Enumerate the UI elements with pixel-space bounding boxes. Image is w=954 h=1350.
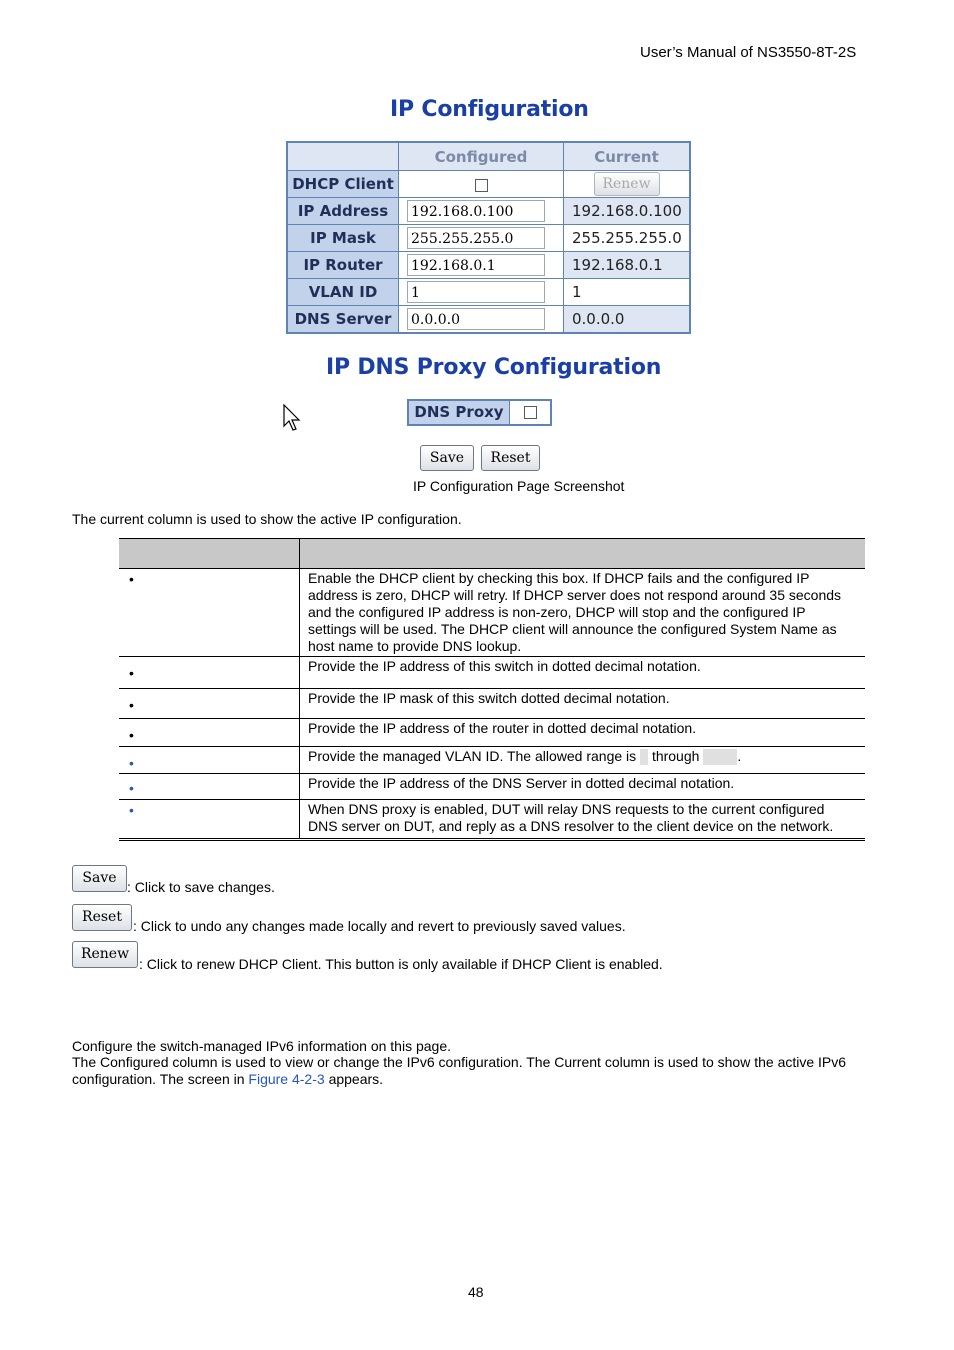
- ipv6-line-1: Configure the switch-managed IPv6 information on this page.: [72, 1038, 451, 1054]
- mouse-pointer-icon: [283, 404, 301, 432]
- renew-button-legend[interactable]: Renew: [72, 941, 138, 968]
- range-max-placeholder: [703, 749, 737, 765]
- ip-router-label: IP Router: [287, 252, 399, 279]
- bullet: •: [129, 780, 134, 796]
- ip-config-title: IP Configuration: [390, 97, 589, 122]
- dhcp-client-checkbox[interactable]: [475, 179, 488, 192]
- dns-proxy-box: [407, 399, 552, 426]
- ip-address-current: 192.168.0.100: [564, 198, 691, 225]
- save-button[interactable]: Save: [420, 445, 474, 471]
- vlan-desc-c: .: [737, 748, 742, 764]
- bullet: •: [129, 755, 134, 771]
- desc-ip-address: Provide the IP address of this switch in dotted decimal notation.: [300, 657, 866, 689]
- bullet: •: [129, 697, 134, 713]
- dns-proxy-title: IP DNS Proxy Configuration: [326, 355, 662, 380]
- save-button-legend[interactable]: Save: [72, 865, 127, 892]
- desc-dns-proxy: When DNS proxy is enabled, DUT will relay DNS requests to the current configured DNS server on DUT, and reply as a DNS resolver to the client device on the network.: [300, 800, 866, 840]
- bullet: •: [129, 727, 134, 743]
- dns-proxy-checkbox[interactable]: [524, 406, 537, 419]
- dns-server-label: DNS Server: [287, 306, 399, 334]
- intro-text: The current column is used to show the active IP configuration.: [72, 511, 462, 527]
- desc-dns-server: Provide the IP address of the DNS Server in dotted decimal notation.: [300, 774, 866, 800]
- ipv6-line-3-a: configuration. The screen in: [72, 1071, 245, 1087]
- range-min-placeholder: [640, 749, 648, 765]
- corner-header: [287, 142, 399, 171]
- reset-description: : Click to undo any changes made locally and revert to previously saved values.: [133, 918, 626, 934]
- ipv6-line-3-b: appears.: [328, 1071, 384, 1087]
- description-header: [300, 539, 866, 569]
- description-table: [119, 538, 865, 841]
- figure-link[interactable]: Figure 4-2-3: [248, 1071, 325, 1087]
- configured-header: Configured: [399, 142, 564, 171]
- bullet: •: [129, 802, 134, 818]
- ip-config-table: [286, 141, 691, 334]
- ip-router-input[interactable]: 192.168.0.1: [407, 254, 545, 276]
- page-number: 48: [468, 1284, 484, 1300]
- ip-router-current: 192.168.0.1: [564, 252, 691, 279]
- dns-server-current: 0.0.0.0: [564, 306, 691, 334]
- reset-button-legend[interactable]: Reset: [72, 904, 132, 931]
- dhcp-client-label: DHCP Client: [287, 171, 399, 198]
- bullet: •: [129, 665, 134, 681]
- dns-proxy-label: DNS Proxy: [409, 401, 510, 424]
- desc-dhcp-client: Enable the DHCP client by checking this box. If DHCP fails and the configured IP address is zero, DHCP will retry. If DHCP server does not respond around 35 seconds and the configured IP address is non-zero, DHCP will stop and the configured IP settings will be used. The DHCP client will announce the configured System Name as host name to provide DNS lookup.: [300, 569, 866, 657]
- dns-server-input[interactable]: 0.0.0.0: [407, 308, 545, 330]
- vlan-id-input[interactable]: 1: [407, 281, 545, 303]
- vlan-desc-a: Provide the managed VLAN ID. The allowed range is: [308, 748, 637, 764]
- reset-button[interactable]: Reset: [481, 445, 540, 471]
- ip-address-input[interactable]: 192.168.0.100: [407, 200, 545, 222]
- desc-vlan-id: [300, 747, 866, 774]
- ip-mask-input[interactable]: 255.255.255.0: [407, 227, 545, 249]
- figure-caption: IP Configuration Page Screenshot: [413, 478, 625, 494]
- ip-mask-label: IP Mask: [287, 225, 399, 252]
- desc-ip-mask: Provide the IP mask of this switch dotted decimal notation.: [300, 689, 866, 719]
- page-header: User’s Manual of NS3550-8T-2S: [640, 44, 857, 61]
- renew-button[interactable]: Renew: [594, 172, 660, 196]
- bullet: •: [129, 571, 134, 587]
- vlan-id-label: VLAN ID: [287, 279, 399, 306]
- ipv6-line-2: The Configured column is used to view or change the IPv6 configuration. The Current column is used to show the active IPv6: [72, 1054, 847, 1070]
- current-header: Current: [564, 142, 691, 171]
- vlan-id-current: 1: [564, 279, 691, 306]
- renew-description: : Click to renew DHCP Client. This button is only available if DHCP Client is enabled.: [139, 956, 663, 972]
- ip-mask-current: 255.255.255.0: [564, 225, 691, 252]
- object-header: [119, 539, 300, 569]
- ipv6-line-3: [72, 1071, 383, 1087]
- vlan-desc-b: through: [651, 748, 700, 764]
- save-description: : Click to save changes.: [127, 879, 275, 895]
- desc-ip-router: Provide the IP address of the router in dotted decimal notation.: [300, 719, 866, 747]
- ip-address-label: IP Address: [287, 198, 399, 225]
